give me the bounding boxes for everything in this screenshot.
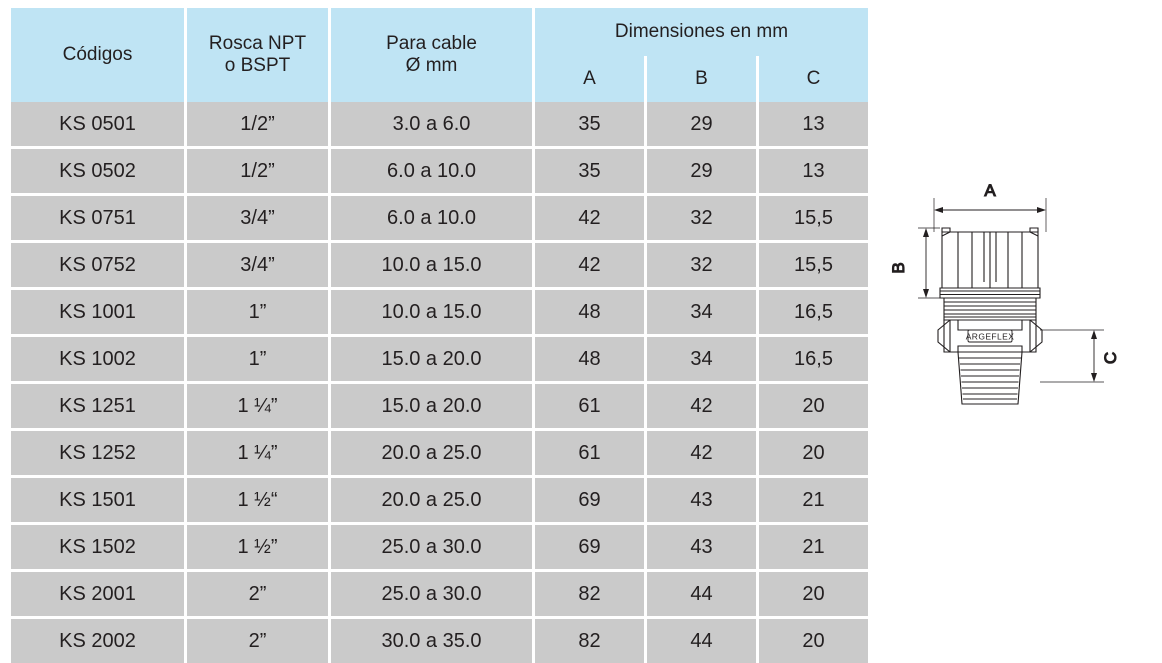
cell-b: 44: [646, 618, 758, 663]
cell-a: 48: [534, 336, 646, 383]
gland-body: [938, 228, 1042, 404]
table-row: [10, 195, 870, 242]
cell-rosca: 2”: [186, 618, 330, 663]
cell-a: 42: [534, 195, 646, 242]
cell-a: 61: [534, 383, 646, 430]
cell-c: 21: [758, 524, 870, 571]
column-header-c: C: [758, 56, 870, 102]
column-header-rosca-line1: Rosca NPT: [209, 33, 306, 54]
cell-rosca: 1”: [186, 336, 330, 383]
cell-a: 69: [534, 524, 646, 571]
cell-codigo: KS 1501: [10, 477, 186, 524]
cell-cable: 30.0 a 35.0: [330, 618, 534, 663]
cell-rosca: 1”: [186, 289, 330, 336]
cell-codigo: KS 0501: [10, 102, 186, 148]
cell-c: 20: [758, 618, 870, 663]
column-header-rosca-line2: o BSPT: [225, 55, 290, 76]
cell-c: 21: [758, 477, 870, 524]
cell-rosca: 2”: [186, 571, 330, 618]
dimension-label-a: A: [984, 181, 996, 200]
column-header-rosca: [186, 8, 330, 102]
table-row: [10, 618, 870, 663]
table-row: [10, 430, 870, 477]
dimension-a: [934, 207, 1046, 213]
column-header-cable-line2: Ø mm: [406, 55, 458, 76]
table-header: [10, 8, 870, 102]
table-row: [10, 571, 870, 618]
witness-lines: [918, 198, 1104, 382]
cell-b: 32: [646, 195, 758, 242]
cell-cable: 10.0 a 15.0: [330, 289, 534, 336]
cell-a: 35: [534, 148, 646, 195]
product-technical-drawing: [880, 170, 1150, 430]
cell-b: 44: [646, 571, 758, 618]
cell-codigo: KS 1502: [10, 524, 186, 571]
cell-cable: 10.0 a 15.0: [330, 242, 534, 289]
cell-codigo: KS 1001: [10, 289, 186, 336]
dimension-c: [1091, 330, 1097, 382]
cell-codigo: KS 2002: [10, 618, 186, 663]
table-row: [10, 289, 870, 336]
cell-codigo: KS 1251: [10, 383, 186, 430]
cell-a: 82: [534, 618, 646, 663]
cell-cable: 20.0 a 25.0: [330, 477, 534, 524]
cell-a: 69: [534, 477, 646, 524]
cell-b: 32: [646, 242, 758, 289]
column-header-codigos: Códigos: [10, 8, 186, 102]
dimension-label-c: C: [1101, 352, 1120, 364]
cell-rosca: 1 ½“: [186, 477, 330, 524]
cell-c: 13: [758, 148, 870, 195]
dimension-label-b: B: [889, 262, 908, 273]
cell-codigo: KS 0751: [10, 195, 186, 242]
cell-codigo: KS 2001: [10, 571, 186, 618]
cell-b: 29: [646, 148, 758, 195]
column-header-dimensiones-group: Dimensiones en mm: [534, 8, 870, 56]
dimension-b: [923, 228, 929, 298]
cell-codigo: KS 1252: [10, 430, 186, 477]
cell-c: 15,5: [758, 195, 870, 242]
cell-cable: 6.0 a 10.0: [330, 148, 534, 195]
cell-c: 13: [758, 102, 870, 148]
cell-b: 42: [646, 383, 758, 430]
cell-cable: 25.0 a 30.0: [330, 571, 534, 618]
cell-rosca: 3/4”: [186, 242, 330, 289]
cell-b: 42: [646, 430, 758, 477]
cell-rosca: 3/4”: [186, 195, 330, 242]
cell-a: 42: [534, 242, 646, 289]
column-header-a: A: [534, 56, 646, 102]
cell-b: 43: [646, 477, 758, 524]
table-header-row-1: [10, 8, 870, 56]
cell-a: 82: [534, 571, 646, 618]
cell-rosca: 1 ¼”: [186, 430, 330, 477]
cell-cable: 20.0 a 25.0: [330, 430, 534, 477]
cell-c: 15,5: [758, 242, 870, 289]
cell-b: 34: [646, 289, 758, 336]
brand-label: ARGEFLEX: [966, 332, 1015, 342]
column-header-para-cable: [330, 8, 534, 102]
cell-c: 16,5: [758, 336, 870, 383]
cell-cable: 15.0 a 20.0: [330, 336, 534, 383]
drawing-svg: [880, 170, 1150, 430]
table-row: [10, 524, 870, 571]
table-row: [10, 336, 870, 383]
cell-cable: 15.0 a 20.0: [330, 383, 534, 430]
cell-a: 48: [534, 289, 646, 336]
table-row: [10, 148, 870, 195]
cell-rosca: 1/2”: [186, 148, 330, 195]
table-row: [10, 242, 870, 289]
cell-c: 20: [758, 430, 870, 477]
cell-a: 61: [534, 430, 646, 477]
cell-codigo: KS 1002: [10, 336, 186, 383]
table-row: [10, 383, 870, 430]
cell-c: 20: [758, 571, 870, 618]
table-body: [10, 102, 870, 663]
cell-codigo: KS 0752: [10, 242, 186, 289]
column-header-b: B: [646, 56, 758, 102]
cell-b: 34: [646, 336, 758, 383]
cell-cable: 6.0 a 10.0: [330, 195, 534, 242]
cell-a: 35: [534, 102, 646, 148]
spec-table-container: [8, 8, 868, 663]
cell-cable: 3.0 a 6.0: [330, 102, 534, 148]
cell-rosca: 1/2”: [186, 102, 330, 148]
cell-rosca: 1 ¼”: [186, 383, 330, 430]
column-header-cable-line1: Para cable: [386, 33, 477, 54]
cell-b: 43: [646, 524, 758, 571]
cell-c: 20: [758, 383, 870, 430]
cell-codigo: KS 0502: [10, 148, 186, 195]
cell-rosca: 1 ½”: [186, 524, 330, 571]
spec-table: [8, 8, 871, 663]
cell-c: 16,5: [758, 289, 870, 336]
table-row: [10, 102, 870, 148]
cell-b: 29: [646, 102, 758, 148]
cell-cable: 25.0 a 30.0: [330, 524, 534, 571]
table-row: [10, 477, 870, 524]
